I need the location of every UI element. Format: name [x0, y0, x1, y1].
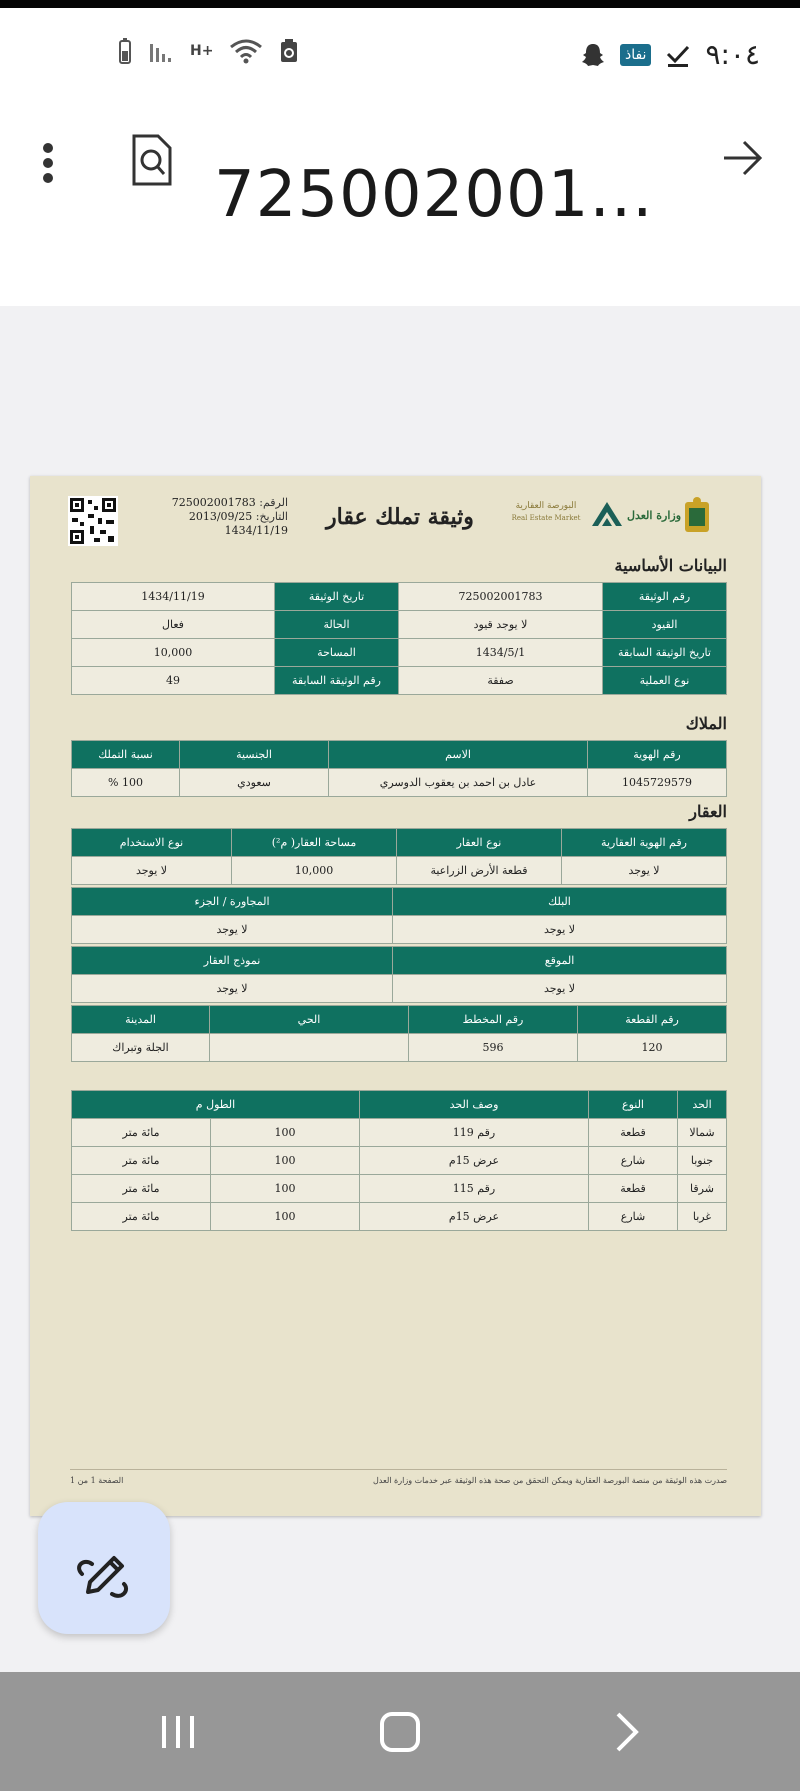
back-icon[interactable]	[604, 1710, 648, 1754]
table-row: شرقا قطعة رقم 115 100 مائة متر	[72, 1175, 727, 1203]
ref-date-hijri: 1434/11/19	[224, 524, 288, 537]
table-row: جنوبا شارع عرض 15م 100 مائة متر	[72, 1147, 727, 1175]
check-icon	[665, 42, 691, 68]
top-edge	[0, 0, 800, 8]
search-in-document-icon[interactable]	[130, 134, 174, 186]
status-icons-left	[118, 38, 299, 64]
emblem-icon	[682, 496, 712, 534]
property-table-2: البلك المجاورة / الجزء لا يوجد لا يوجد	[71, 887, 727, 944]
recycle-icon	[279, 38, 299, 64]
edit-fab-button[interactable]	[38, 1502, 170, 1634]
real-estate-market-logo: البورصة العقارية Real Estate Market	[511, 501, 581, 522]
pdf-viewer[interactable]	[0, 306, 800, 1672]
page-number: الصفحة 1 من 1	[70, 1476, 124, 1485]
signal-icon	[148, 38, 174, 64]
borders-table: الحد النوع وصف الحد الطول م شمالا قطعة رقم 119 100 مائة متر جنوبا شارع عرض 15م 100 مائة متر شرقا قطعة رقم 115 100 مائة متر غربا شارع عرض 15م 100 مائة متر	[71, 1090, 727, 1231]
reference-block: الرقم: 725002001783 التاريخ: 2013/09/25 1434/11/19	[171, 496, 288, 537]
owners-table: رقم الهوية الاسم الجنسية نسبة التملك 1045729579 عادل بن احمد بن يعقوب الدوسري سعودي 100 %	[71, 740, 727, 797]
property-table-1: رقم الهوية العقارية نوع العقار مساحة العقار( م²) نوع الاستخدام لا يوجد قطعة الأرض الزراعية 10,000 لا يوجد	[71, 828, 727, 885]
app-toolbar	[0, 98, 800, 306]
nafath-badge: نفاذ	[620, 44, 651, 66]
document-footer	[70, 1469, 727, 1485]
ref-number: 725002001783	[171, 496, 256, 509]
battery-icon	[118, 38, 132, 64]
status-icons-right	[580, 38, 760, 71]
status-bar	[0, 8, 800, 98]
snapchat-icon	[580, 42, 606, 68]
clock: ٩:٠٤	[705, 38, 760, 71]
document-title: 725002001...	[214, 158, 654, 232]
table-row: شمالا قطعة رقم 119 100 مائة متر	[72, 1119, 727, 1147]
basic-section-title: البيانات الأساسية	[614, 556, 727, 575]
network-type: H+	[190, 43, 214, 59]
ref-date-gregorian: 2013/09/25	[188, 510, 253, 523]
home-icon[interactable]	[378, 1710, 422, 1754]
recent-apps-icon[interactable]	[156, 1710, 200, 1754]
table-row: غربا شارع عرض 15م 100 مائة متر	[72, 1203, 727, 1231]
wifi-icon	[229, 38, 263, 64]
footer-note: صدرت هذه الوثيقة من منصة البورصة العقارية ويمكن التحقق من صحة هذه الوثيقة عبر خدمات وزارة العدل	[372, 1476, 727, 1485]
building-icon	[588, 496, 626, 534]
owners-section-title: الملاك	[685, 714, 727, 733]
pen-icon	[38, 1502, 170, 1634]
qr-code	[68, 496, 118, 546]
pdf-page	[30, 476, 761, 1516]
property-table-3: الموقع نموذج العقار لا يوجد لا يوجد	[71, 946, 727, 1003]
document-heading: وثيقة تملك عقار	[326, 504, 474, 530]
ministry-of-justice-logo: وزارة العدل	[588, 494, 712, 536]
more-options-icon[interactable]	[42, 142, 54, 184]
property-table-4: رقم القطعة رقم المخطط الحي المدينة 120 596 الجلة وتبراك	[71, 1005, 727, 1062]
basic-data-table: رقم الوثيقة 725002001783 تاريخ الوثيقة 1434/11/19 القيود لا يوجد قيود الحالة فعال تاريخ الوثيقة السابقة 1434/5/1 المساحة 10,000 نوع العملية صفقة رقم الوثيقة السابقة 49	[71, 582, 727, 695]
system-nav-bar	[0, 1672, 800, 1791]
forward-arrow-icon[interactable]	[722, 138, 764, 178]
property-section-title: العقار	[689, 802, 727, 821]
